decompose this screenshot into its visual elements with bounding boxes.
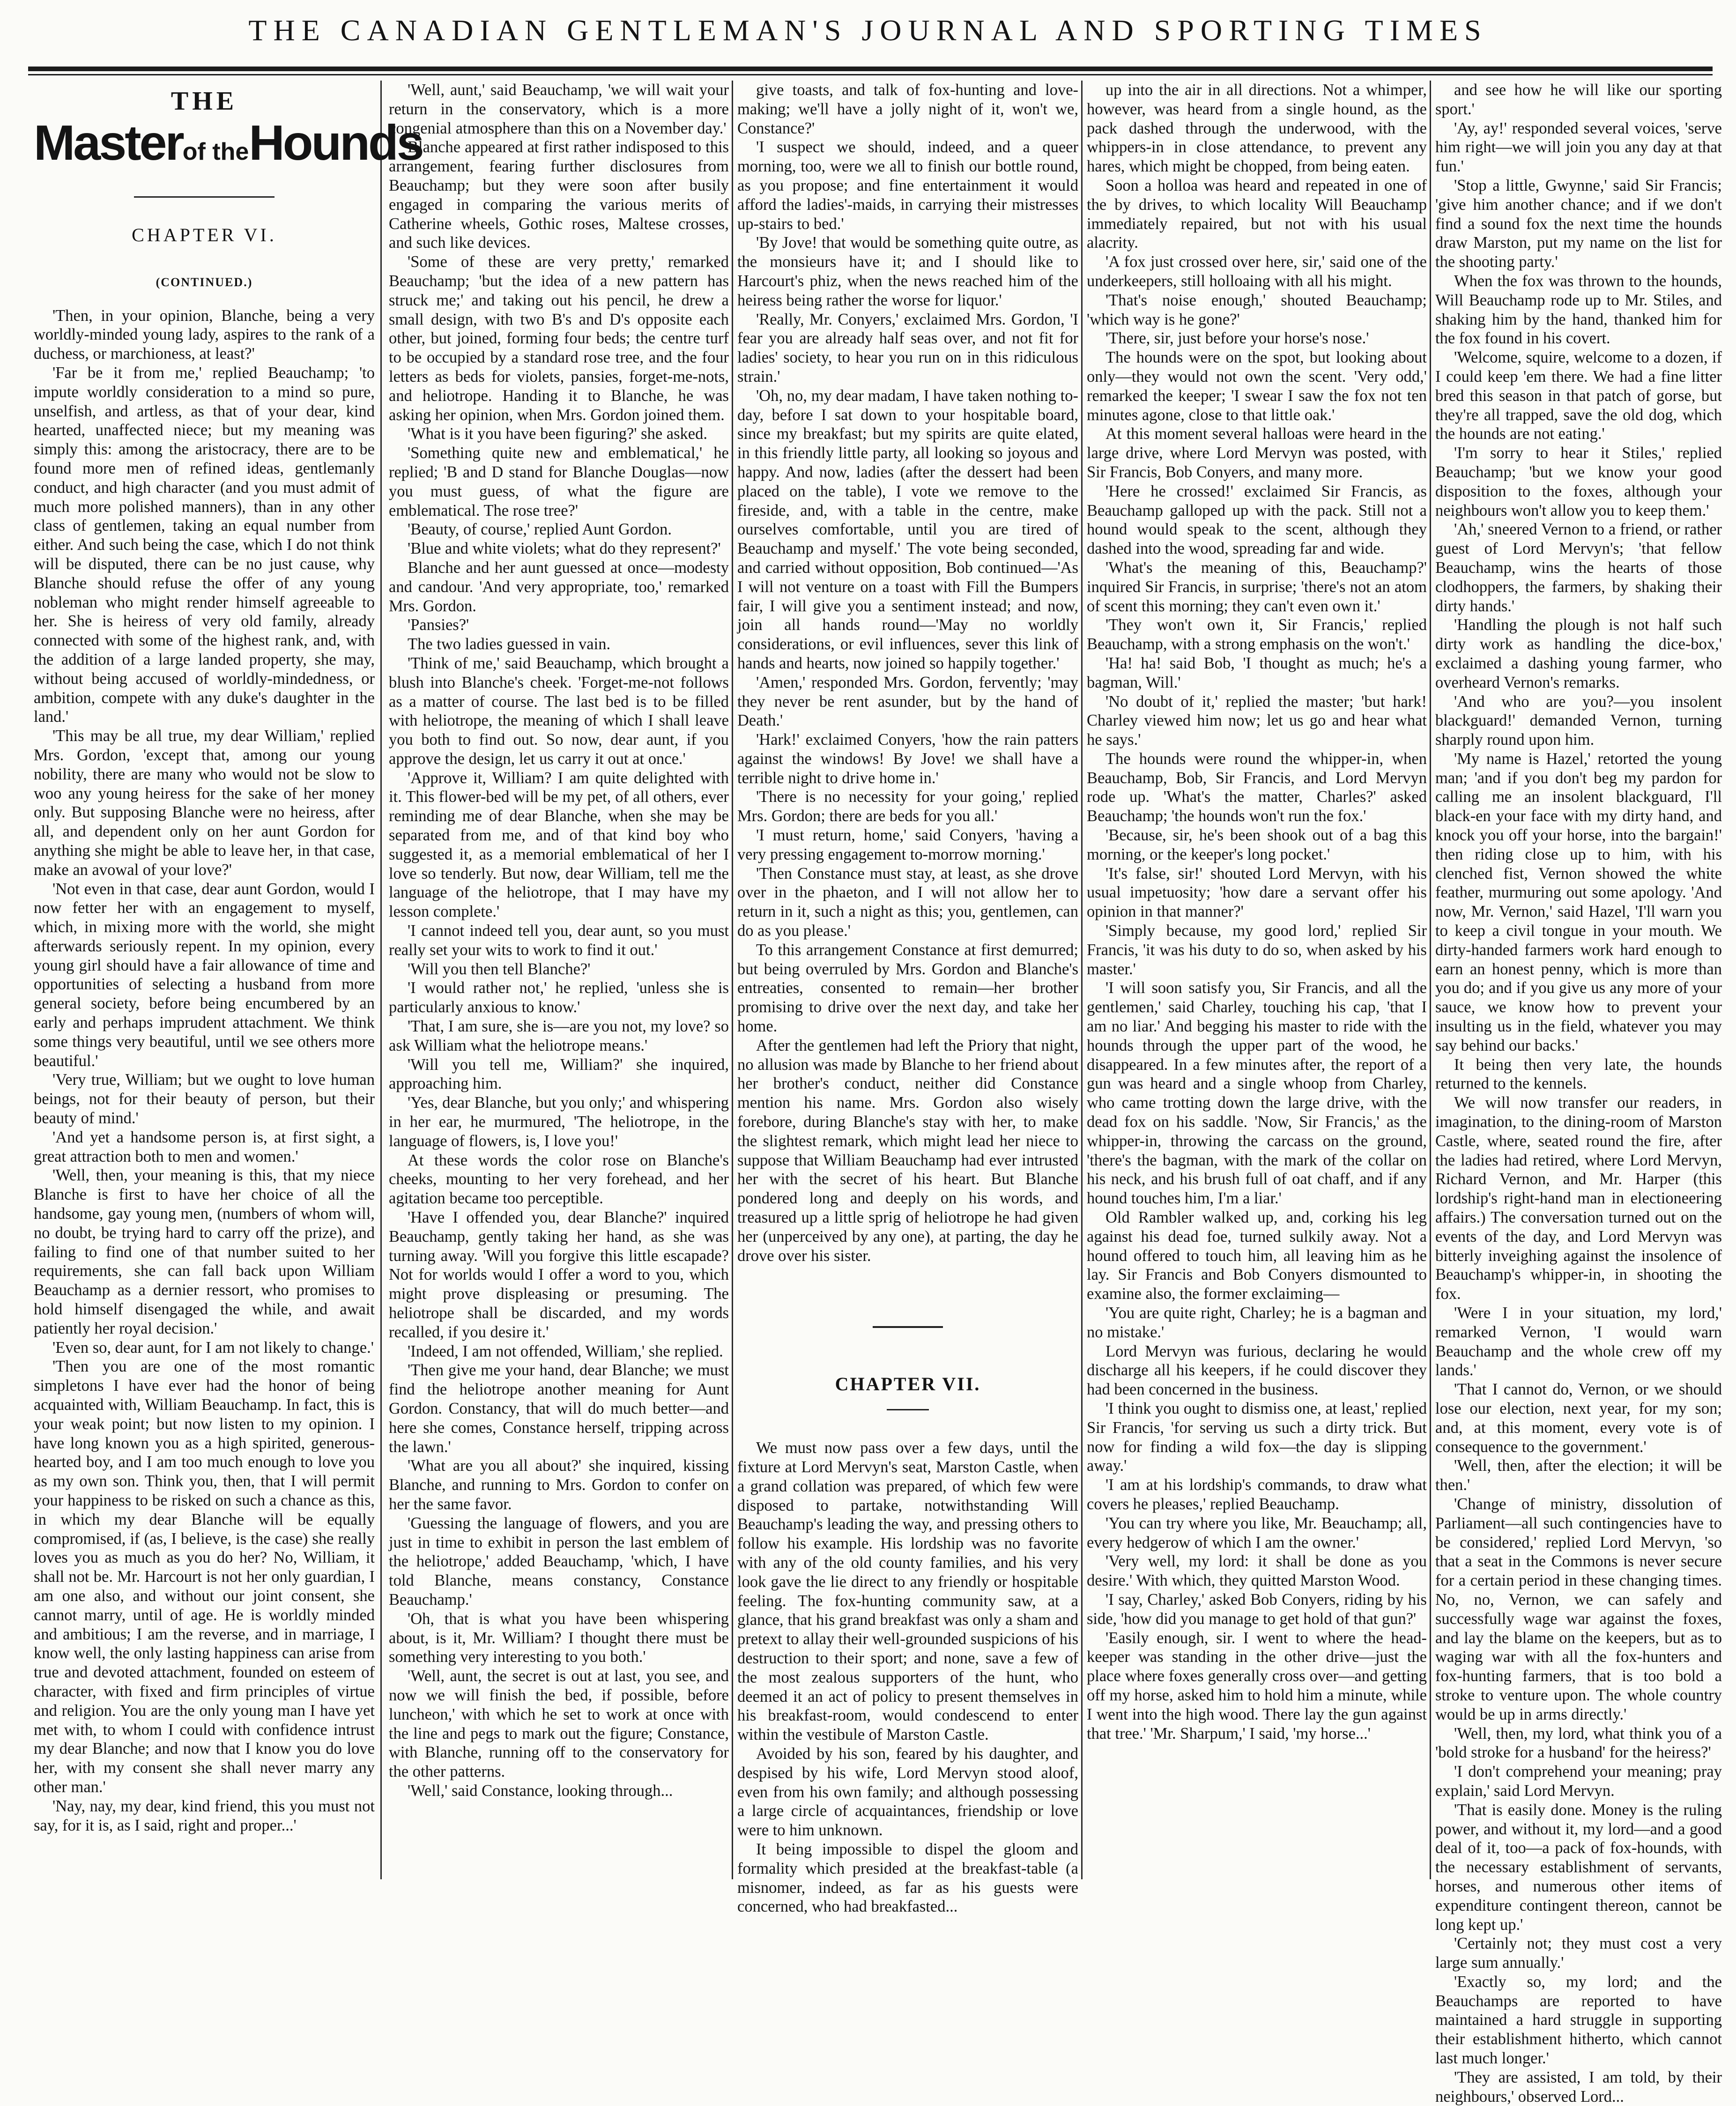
column-1-text xyxy=(34,306,375,1835)
continued-label: (CONTINUED.) xyxy=(156,275,253,289)
paragraph: 'Here he crossed!' exclaimed Sir Francis, as Beauchamp galloped up with the pack. Still not a hound would speak to the scent, although they dashed into the wood, spreading far and wide. xyxy=(1087,482,1427,558)
paragraph: 'Easily enough, sir. I went to where the head-keeper was standing in the other drive—just the place where foxes generally cross over—and getting off my horse, asked him to hold him a minute, while I went into the high wood. There lay the gun against that tree.' 'Mr. Sharpum,' I said, 'my horse...' xyxy=(1087,1629,1427,1743)
paragraph: 'Ay, ay!' responded several voices, 'serve him right—we will join you any day at that fun.' xyxy=(1435,119,1722,176)
paragraph: 'A fox just crossed over here, sir,' said one of the underkeepers, still holloaing with all his might. xyxy=(1087,253,1427,290)
paragraph: 'Something quite new and emblematical,' he replied; 'B and D stand for Blanche Douglas—now you must guess, of what the figure are emblematical. The rose tree?' xyxy=(389,444,729,519)
paragraph: 'Yes, dear Blanche, but you only;' and whispering in her ear, he murmured, 'The heliotrope, in the language of flowers, is, I love you!' xyxy=(389,1094,729,1150)
paragraph: 'Then Constance must stay, at least, as she drove over in the phaeton, and I will not allow her to return in it, such a night as this; you, gentlemen, can do as you please.' xyxy=(737,864,1078,940)
paragraph: 'Were I in your situation, my lord,' remarked Vernon, 'I would warn Beauchamp and the whole crew off my lands.' xyxy=(1435,1304,1722,1379)
paragraph: 'I suspect we should, indeed, and a queer morning, too, were we all to finish our bottle round, as you propose; and fine entertainment it would afford the ladies'-maids, in carrying their mistresses up-stairs to bed.' xyxy=(737,138,1078,233)
masthead: THE CANADIAN GENTLEMAN'S JOURNAL AND SPORTING TIMES xyxy=(248,14,1488,47)
column-4-text xyxy=(1087,81,1427,1743)
paragraph: 'Ha! ha! said Bob, 'I thought as much; he's a bagman, Will.' xyxy=(1087,654,1427,691)
paragraph: 'That I cannot do, Vernon, or we should lose our election, next year, for my son; and, at this moment, every vote is of consequence to the government.' xyxy=(1435,1380,1722,1456)
story-heading xyxy=(34,87,423,292)
paragraph: After the gentlemen had left the Priory that night, no allusion was made by Blanche to her friend about her brother's conduct, neither did Constance mention his name. Mrs. Gordon also wisely forebore, during Blanche's stay with her, to make the slightest remark, which might lead her niece to suppose that William Beauchamp had ever intrusted her with the secret of his heart. But Blanche pondered long and deeply on his words, and treasured up a little sprig of heliotrope he had given her (unperceived by any one), at parting, the day he drove over his sister. xyxy=(737,1036,1078,1265)
column-3 xyxy=(737,81,1078,1916)
paragraph: To this arrangement Constance at first demurred; but being overruled by Mrs. Gordon and Blanche's entreaties, consented to remain—her brother promising to drive over the next day, and take her home. xyxy=(737,941,1078,1036)
column-5-text xyxy=(1435,81,1722,2106)
paragraph: 'And who are you?—you insolent blackguard!' demanded Vernon, turning sharply round upon him. xyxy=(1435,692,1722,749)
story-title-the: THE xyxy=(171,87,238,116)
paragraph: 'Beauty, of course,' replied Aunt Gordon. xyxy=(408,520,672,539)
paragraph: 'Some of these are very pretty,' remarked Beauchamp; 'but the idea of a new pattern has struck me;' and taking out his pencil, he drew a small design, with two B's and D's opposite each other, but joined, forming four beds; the centre turf to be occupied by a standard rose tree, and the four letters as beds for violets, pansies, forget-me-nots, and heliotrope. Handing it to Blanche, he was asking her opinion, when Mrs. Gordon joined them. xyxy=(389,253,729,424)
paragraph: 'What is it you have been figuring?' she asked. xyxy=(408,425,707,443)
paragraph: Old Rambler walked up, and, corking his leg against his dead foe, turned sulkily away. Not a hound offered to touch him, all leaving him as he lay. Sir Francis and Bob Conyers dismounted to examine also, the former exclaiming— xyxy=(1087,1209,1427,1303)
paragraph: 'Oh, no, my dear madam, I have taken nothing to-day, before I sat down to your hospitable board, since my breakfast; but my spirits are quite elated, in this friendly little party, all looking so joyous and happy. And now, ladies (after the dessert had been placed on the table), I vote we remove to the fireside, and, with a table in the centre, make ourselves comfortable, until you are tired of Beauchamp and myself.' The vote being seconded, and carried without opposition, Bob continued—'As I will not venture on a toast with Fill the Bumpers fair, I will give you a sentiment instead; and now, join all hands round—'May no worldly considerations, or evil influences, sever this link of hands and hearts, now joined so happily together.' xyxy=(737,386,1078,672)
chapter-vi-heading: CHAPTER VI. xyxy=(132,224,277,245)
paragraph: 'I would rather not,' he replied, 'unless she is particularly anxious to know.' xyxy=(389,979,729,1016)
paragraph: 'Then, in your opinion, Blanche, being a very worldly-minded young lady, aspires to the rank of a duchess, or marchioness, at least?' xyxy=(34,306,375,363)
paragraph: Avoided by his son, feared by his daughter, and despised by his wife, Lord Mervyn stood aloof, even from his own family; and although possessing a large circle of acquaintances, friendship or love were to him unknown. xyxy=(737,1744,1078,1839)
paragraph: 'Very true, William; but we ought to love human beings, not for their beauty of person, but their beauty of mind.' xyxy=(34,1071,375,1127)
paragraph: 'Well,' said Constance, looking through... xyxy=(408,1781,673,1800)
paragraph: 'Well, then, your meaning is this, that my niece Blanche is first to have her choice of all the handsome, gay young men, (numbers of whom will, no doubt, be trying hard to carry off the prize), and failing to find one of that number suited to her requirements, she can fall back upon William Beauchamp as a dernier ressort, who promises to hold himself disengaged the while, and await patiently her royal decision.' xyxy=(34,1166,375,1337)
paragraph: 'I don't comprehend your meaning; pray explain,' said Lord Mervyn. xyxy=(1435,1763,1722,1800)
paragraph: 'Hark!' exclaimed Conyers, 'how the rain patters against the windows! By Jove! we shall have a terrible night to drive home in.' xyxy=(737,731,1078,787)
story-title-hounds: Hounds xyxy=(249,115,423,171)
paragraph: 'Will you tell me, William?' she inquired, approaching him. xyxy=(389,1055,729,1093)
paragraph: 'I think you ought to dismiss one, at least,' replied Sir Francis, 'for serving us such a dirty trick. But now for finding a wild fox—the day is slipping away.' xyxy=(1087,1399,1427,1475)
paragraph: 'Think of me,' said Beauchamp, which brought a blush into Blanche's cheek. 'Forget-me-not follows as a matter of course. The last bed is to be filled with heliotrope, the meaning of which I shall leave you both to find out. So now, dear aunt, if you approve the design, let us carry it out at once.' xyxy=(389,654,729,768)
column-5 xyxy=(1435,81,1722,2106)
paragraph: 'Then you are one of the most romantic simpletons I have ever had the honor of being acquainted with, William Beauchamp. In fact, this is your weak point; but now listen to my opinion. I have long known you as a high spirited, generous-hearted boy, and I am too much enough to love you as my own son. Think you, then, that I will permit your happiness to be risked on such a chance as this, in which my dear Blanche will be equally compromised, if (as, I believe, is the case) she really loves you as much as you do her? No, William, it shall not be. Mr. Harcourt is not her only guardian, I am one also, and without our joint consent, she cannot marry, until of age. He is worldly minded and ambitious; I am the reverse, and in marriage, I know well, the only lasting happiness can arise from true and devoted attachment, founded on esteem of character, with fixed and firm principles of virtue and religion. You are the only young man I have yet met with, to whom I could with confidence intrust my dear Blanche; and now that I know you do love her, with my consent she shall never marry any other man.' xyxy=(34,1357,375,1796)
paragraph: 'Well, then, my lord, what think you of a 'bold stroke for a husband' for the heiress?' xyxy=(1435,1724,1722,1762)
paragraph: 'This may be all true, my dear William,' replied Mrs. Gordon, 'except that, among our young nobility, there are many who would not be slow to woo any young heiress for the sake of her money only. But supposing Blanche were no heiress, after all, and dependent only on her aunt Gordon for anything she might be able to leave her, in that case, make an avowal of your love?' xyxy=(34,727,375,879)
paragraph: 'I say, Charley,' asked Bob Conyers, riding by his side, 'how did you manage to get hold of that gun?' xyxy=(1087,1590,1427,1628)
paragraph: 'You are quite right, Charley; he is a bagman and no mistake.' xyxy=(1087,1304,1427,1341)
paragraph: It being then very late, the hounds returned to the kennels. xyxy=(1435,1055,1722,1093)
column-1 xyxy=(34,81,423,1879)
paragraph: 'There is no necessity for your going,' replied Mrs. Gordon; there are beds for you all.' xyxy=(737,788,1078,825)
paragraph: 'Indeed, I am not offended, William,' she replied. xyxy=(408,1342,723,1360)
paragraph: 'Certainly not; they must cost a very large sum annually.' xyxy=(1435,1935,1722,1972)
paragraph: 'And yet a handsome person is, at first sight, a great attraction both to men and women.' xyxy=(34,1128,375,1165)
paragraph: 'I am at his lordship's commands, to draw what covers he pleases,' replied Beauchamp. xyxy=(1087,1476,1427,1513)
paragraph: Blanche appeared at first rather indisposed to this arrangement, fearing further disclosures from Beauchamp; but they were soon after busily engaged in comparing the various merits of Catherine wheels, Gothic roses, Maltese crosses, and such like devices. xyxy=(389,138,729,252)
masthead-rule-thin xyxy=(28,74,1713,75)
title-rule xyxy=(134,196,274,198)
story-title-of-the: of the xyxy=(182,138,249,165)
paragraph: 'I'm sorry to hear it Stiles,' replied Beauchamp; 'but we know your good disposition to the foxes, although your neighbours won't allow you to keep them.' xyxy=(1435,444,1722,519)
paragraph: 'Will you then tell Blanche?' xyxy=(408,960,591,978)
paragraph: 'They won't own it, Sir Francis,' replied Beauchamp, with a strong emphasis on the won't.' xyxy=(1087,616,1427,653)
paragraph: 'I must return, home,' said Conyers, 'having a very pressing engagement to-morrow morning.' xyxy=(737,826,1078,863)
paragraph: The two ladies guessed in vain. xyxy=(408,635,611,653)
paragraph: 'Simply because, my good lord,' replied Sir Francis, 'it was his duty to do so, when asked by his master.' xyxy=(1087,922,1427,978)
column-2 xyxy=(389,81,729,1879)
paragraph: 'I will soon satisfy you, Sir Francis, and all the gentlemen,' said Charley, touching his cap, 'that I am no liar.' And begging his master to ride with the hounds through the upper part of the wood, he disappeared. In a few minutes after, the report of a gun was heard and a single whoop from Charley, who came trotting down the large drive, with the dead fox on his saddle. 'Now, Sir Francis,' as the whipper-in, throwing the carcass on the ground, 'there's the bagman, with the mark of the collar on his neck, and his brush full of oat chaff, and if any hound touches him, I'm a liar.' xyxy=(1087,979,1427,1208)
paragraph: 'Nay, nay, my dear, kind friend, this you must not say, for it is, as I said, right and proper...' xyxy=(34,1797,375,1834)
paragraph: At this moment several halloas were heard in the large drive, where Lord Mervyn was posted, with Sir Francis, Bob Conyers, and many more. xyxy=(1087,425,1427,481)
paragraph: 'My name is Hazel,' retorted the young man; 'and if you don't beg my pardon for calling me an insolent blackguard, I'll black-en your face with my dirty hand, and knock you off your horse, into the bargain!' then riding close up to him, with his clenched fist, Vernon showed the white feather, murmuring out some apology. 'And now, Mr. Vernon,' said Hazel, 'I'll warn you to keep a civil tongue in your mouth. We dirty-handed farmers work hard enough to earn an honest penny, which is more than you do; and if you give us any more of your sauce, we know how to prevent your insulting us in the field, whatever you may say behind our backs.' xyxy=(1435,749,1722,1054)
paragraph: 'By Jove! that would be something quite outre, as the monsieurs have it; and I should like to Harcourt's phiz, when the news reached him of the heiress being rather the worse for liquor.' xyxy=(737,234,1078,309)
paragraph: up into the air in all directions. Not a whimper, however, was heard from a single hound, as the pack dashed through the underwood, with the whippers-in in close attendance, to prevent any hares, which might be chopped, from being eaten. xyxy=(1087,81,1427,176)
paragraph: give toasts, and talk of fox-hunting and love-making; we'll have a jolly night of it, won't we, Constance?' xyxy=(737,81,1078,137)
paragraph: Blanche and her aunt guessed at once—modesty and candour. 'And very appropriate, too,' remarked Mrs. Gordon. xyxy=(389,558,729,615)
paragraph: 'Have I offended you, dear Blanche?' inquired Beauchamp, gently taking her hand, as she was turning away. 'Will you forgive this little escapade? Not for worlds would I offer a word to you, which might prove displeasing or presuming. The heliotrope shall be discarded, and my words recalled, if you desire it.' xyxy=(389,1209,729,1341)
paragraph: and see how he will like our sporting sport.' xyxy=(1435,81,1722,118)
masthead-rule xyxy=(28,67,1713,71)
chapter-vii-rule xyxy=(873,1326,943,1328)
paragraph: 'What are you all about?' she inquired, kissing Blanche, and running to Mrs. Gordon to confer on her the same favor. xyxy=(389,1457,729,1513)
column-divider xyxy=(732,81,733,1879)
paragraph: 'It's false, sir!' shouted Lord Mervyn, with his usual impetuosity; 'how dare a servant offer his opinion in that manner?' xyxy=(1087,864,1427,921)
paragraph: 'Really, Mr. Conyers,' exclaimed Mrs. Gordon, 'I fear you are already half seas over, and not fit for ladies' society, to hear you run on in this ridiculous strain.' xyxy=(737,310,1078,386)
story-title-master: Master xyxy=(34,115,183,171)
paragraph: When the fox was thrown to the hounds, Will Beauchamp rode up to Mr. Stiles, and shaking him by the hand, thanked him for the fox found in his covert. xyxy=(1435,272,1722,348)
paragraph: 'Oh, that is what you have been whispering about, is it, Mr. William? I thought there must be something very interesting to you both.' xyxy=(389,1609,729,1666)
column-3-text xyxy=(737,81,1078,1265)
paragraph: 'I cannot indeed tell you, dear aunt, so you must really set your wits to work to find it out.' xyxy=(389,922,729,959)
paragraph: The hounds were round the whipper-in, when Beauchamp, Bob, Sir Francis, and Lord Mervyn rode up. 'What's the matter, Charles?' asked Beauchamp; 'the hounds won't run the fox.' xyxy=(1087,749,1427,825)
paragraph: At these words the color rose on Blanche's cheeks, mounting to her very forehead, and her agitation became too perceptible. xyxy=(389,1151,729,1208)
column-4 xyxy=(1087,81,1427,1879)
column-divider xyxy=(1081,81,1083,1879)
column-2-text xyxy=(389,81,729,1801)
paragraph: 'There, sir, just before your horse's nose.' xyxy=(1105,329,1369,348)
column-divider xyxy=(380,81,382,1879)
paragraph: 'What's the meaning of this, Beauchamp?' inquired Sir Francis, in surprise; 'there's not an atom of scent this morning; they can't even own it.' xyxy=(1087,558,1427,615)
paragraph: 'Guessing the language of flowers, and you are just in time to exhibit in person the last emblem of the heliotrope,' added Beauchamp, 'which, I have told Blanche, means constancy, Constance Beauchamp.' xyxy=(389,1514,729,1609)
paragraph: 'Stop a little, Gwynne,' said Sir Francis; 'give him another chance; and if we don't find a sound fox the next time the hounds draw Marston, put my name on the list for the shooting party.' xyxy=(1435,176,1722,271)
paragraph: 'Very well, my lord: it shall be done as you desire.' With which, they quitted Marston Wood. xyxy=(1087,1552,1427,1590)
paragraph: 'Because, sir, he's been shook out of a bag this morning, or the keeper's long pocket.' xyxy=(1087,826,1427,863)
paragraph: 'You can try where you like, Mr. Beauchamp; all, every hedgerow of which I am the owner.' xyxy=(1087,1514,1427,1551)
paragraph: 'Well, aunt,' said Beauchamp, 'we will wait your return in the conservatory, which is a more congenial atmosphere than this on a November day.' xyxy=(389,81,729,137)
column-divider xyxy=(1430,81,1431,1879)
paragraph: 'Even so, dear aunt, for I am not likely to change.' xyxy=(52,1338,374,1357)
paragraph: 'Far be it from me,' replied Beauchamp; 'to impute worldly consideration to a mind so pure, unselfish, and artless, as that of your dear, kind hearted, unaffected niece; but my meaning was simply this: among the aristocracy, there are to be found more men of refined ideas, gentlemanly conduct, and high character (and you must admit of much more polished manners), than in any other class of gentlemen, taking an equal number from either. And such being the case, which I do not think will be disputed, there can be no just cause, why Blanche should refuse the offer of any young nobleman who might render himself agreeable to her. She is heiress of very old family, already connected with some of the highest rank, and, with the addition of a large landed property, she may, without being accused of worldly-mindedness, or ambition, compete with any duke's daughter in the land.' xyxy=(34,363,375,726)
paragraph: 'Pansies?' xyxy=(408,616,469,634)
paragraph: It being impossible to dispel the gloom and formality which presided at the breakfast-table (a misnomer, indeed, as far as his guests were concerned, who had breakfasted... xyxy=(737,1840,1078,1916)
paragraph: The hounds were on the spot, but looking about only—they would not own the scent. 'Very odd,' remarked the keeper; 'I swear I saw the fox not ten minutes agone, close to that little oak.' xyxy=(1087,349,1427,424)
paragraph: 'Well, aunt, the secret is out at last, you see, and now we will finish the bed, if possible, before luncheon,' with which he set to work at once with the line and pegs to mark out the figure; Constance, with Blanche, running off to the conservatory for the other patterns. xyxy=(389,1667,729,1781)
paragraph: We will now transfer our readers, in imagination, to the dining-room of Marston Castle, where, seated round the fire, after the ladies had retired, where Lord Mervyn, Richard Vernon, and Mr. Harper (this lordship's right-hand man in electioneering affairs.) The conversation turned out on the events of the day, and Lord Mervyn was bitterly inveighing against the insolence of Beauchamp's whipper-in, in shooting the fox. xyxy=(1435,1094,1722,1303)
paragraph: Lord Mervyn was furious, declaring he would discharge all his keepers, if he could discover they had been concerned in the business. xyxy=(1087,1342,1427,1399)
paragraph: 'Welcome, squire, welcome to a dozen, if I could keep 'em there. We had a fine litter bred this season in that patch of gorse, but they're all trapped, save the old dog, which the hounds are not eating.' xyxy=(1435,349,1722,443)
paragraph: 'Blue and white violets; what do they represent?' xyxy=(408,540,721,558)
paragraph: 'Exactly so, my lord; and the Beauchamps are reported to have maintained a hard struggle in supporting their establishment hitherto, which cannot last much longer.' xyxy=(1435,1973,1722,2068)
paragraph: 'That, I am sure, she is—are you not, my love? so ask William what the heliotrope means.' xyxy=(389,1017,729,1054)
paragraph: We must now pass over a few days, until the fixture at Lord Mervyn's seat, Marston Castle, when a grand collation was prepared, of which few were disposed to partake, notwithstanding Will Beauchamp's leading the way, and pressing others to follow his example. His lordship was no favorite with any of the old county families, and his very look gave the lie direct to any friendly or hospitable feeling. The fox-hunting community saw, at a glance, that his grand breakfast was only a sham and pretext to allay their well-grounded suspicions of his destruction to their sport; and none, save a few of the most zealous supporters of the hunt, who deemed it an act of policy to present themselves in his breakfast-room, would condescend to enter within the vestibule of Marston Castle. xyxy=(737,1439,1078,1744)
paragraph: 'Handling the plough is not half such dirty work as handling the dice-box,' exclaimed a dashing young farmer, who overheard Vernon's remarks. xyxy=(1435,616,1722,691)
paragraph: 'Amen,' responded Mrs. Gordon, fervently; 'may they never be rent asunder, but by the hand of Death.' xyxy=(737,673,1078,730)
paragraph: 'Change of ministry, dissolution of Parliament—all such contingencies have to be considered,' replied Lord Mervyn, 'so that a seat in the Commons is never secure for a certain period in these changing times. No, no, Vernon, we can safely and successfully wage war against the foxes, and lay the blame on the keepers, but as to waging war with all the fox-hunters and fox-hunting farmers, that is too bold a stroke to venture upon. The whole country would be up in arms directly.' xyxy=(1435,1495,1722,1723)
chapter-vii-heading: CHAPTER VII. xyxy=(835,1373,981,1395)
paragraph: 'That is easily done. Money is the ruling power, and without it, my lord—and a good deal of it, too—a pack of fox-hounds, with the necessary establishment of servants, horses, and numerous other items of expenditure contingent thereon, cannot be long kept up.' xyxy=(1435,1801,1722,1934)
paragraph: 'Approve it, William? I am quite delighted with it. This flower-bed will be my pet, of all others, ever reminding me of dear Blanche, when she may be separated from me, and of that kind boy who suggested it, as a memorial emblematical of her I love so tenderly. But now, dear William, tell me the language of the heliotrope, that I may have my lesson complete.' xyxy=(389,769,729,921)
paragraph: 'Ah,' sneered Vernon to a friend, or rather guest of Lord Mervyn's; 'that fellow Beauchamp, wins the hearts of those clodhoppers, the farmers, by shaking their dirty hands.' xyxy=(1435,520,1722,615)
paragraph: 'That's noise enough,' shouted Beauchamp; 'which way is he gone?' xyxy=(1087,291,1427,328)
column-3-text-chapter-vii xyxy=(737,1439,1078,1916)
paragraph: 'Well, then, after the election; it will be then.' xyxy=(1435,1457,1722,1494)
story-title xyxy=(34,115,423,179)
paragraph: 'Not even in that case, dear aunt Gordon, would I now fetter her with an engagement to myself, which, in mixing more with the world, she might afterwards seriously repent. In my opinion, every young girl should have a fair allowance of time and opportunities of selecting a husband from more general society, before being encumbered by an early and perhaps imprudent attachment. We think some things very beautiful, until we see others more beautiful.' xyxy=(34,880,375,1070)
chapter-vii-underline xyxy=(887,1409,929,1410)
paragraph: Soon a holloa was heard and repeated in one of the by drives, to which locality Will Beauchamp immediately repaired, but not with his usual alacrity. xyxy=(1087,176,1427,252)
paragraph: 'They are assisted, I am told, by their neighbours,' observed Lord... xyxy=(1435,2068,1722,2106)
paragraph: 'No doubt of it,' replied the master; 'but hark! Charley viewed him now; let us go and hear what he says.' xyxy=(1087,692,1427,749)
paragraph: 'Then give me your hand, dear Blanche; we must find the heliotrope another meaning for Aunt Gordon. Constancy, that will do much better—and here she comes, Constance herself, tripping across the lawn.' xyxy=(389,1361,729,1456)
